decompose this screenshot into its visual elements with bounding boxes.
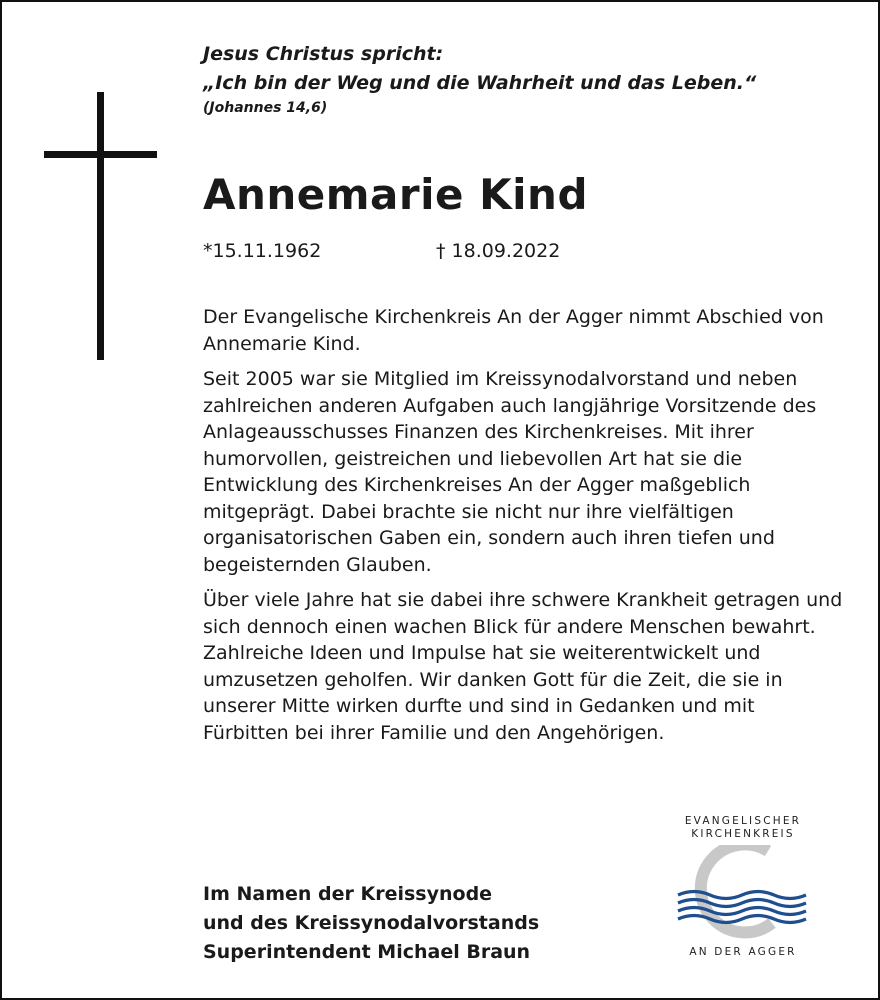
paragraph-1: Der Evangelische Kirchenkreis An der Agger nimmt Abschied von Annemarie Kind. <box>203 306 824 355</box>
logo-emblem-icon <box>672 845 814 945</box>
cross-icon-bar <box>44 151 157 158</box>
logo-title <box>672 815 814 841</box>
logo-line-3: AN DER AGGER <box>689 946 797 958</box>
verse-quote: „Ich bin der Weg und die Wahrheit und das Leben.“ <box>203 72 757 94</box>
signature-line-2: und des Kreissynodalvorstands <box>203 912 540 934</box>
birth-date: *15.11.1962 <box>203 240 322 262</box>
signature-block <box>203 880 539 967</box>
verse-reference: (Johannes 14,6) <box>203 100 328 116</box>
death-date: † 18.09.2022 <box>436 240 561 262</box>
logo-line-1: EVANGELISCHER <box>684 815 802 827</box>
church-district-logo <box>672 815 814 965</box>
signature-line-1: Im Namen der Kreissynode <box>203 883 493 905</box>
signature-line-3: Superintendent Michael Braun <box>203 941 531 963</box>
logo-line-2: KIRCHENKREIS <box>691 828 795 840</box>
paragraph-2: Seit 2005 war sie Mitglied im Kreissynodalvorstand und neben zahlreichen anderen Aufgaben auch langjährige Vorsitzende des Anlageausschusses Finanzen des Kirchenkreises. Mit ihrer humorvollen, geistreichen und liebevollen Art hat sie die Entwicklung des Kirchenkreises An der Agger maßgeblich mitgeprägt. Dabei brachte sie nicht nur ihre vielfältigen organisatorischen Gaben ein, sondern auch ihren tiefen und begeisternden Glauben. <box>203 368 817 576</box>
verse-block <box>203 40 843 118</box>
deceased-name: Annemarie Kind <box>203 170 589 219</box>
verse-intro: Jesus Christus spricht: <box>203 43 444 65</box>
paragraph-3: Über viele Jahre hat sie dabei ihre schwere Krankheit getragen und sich dennoch einen wachen Blick für andere Menschen bewahrt. Zahlreiche Ideen und Impulse hat sie weiterentwickelt und umzusetzen geholfen. Wir danken Gott für die Zeit, die sie in unserer Mitte wirken durfte und sind in Gedanken und mit Fürbitten bei ihrer Familie und den Angehörigen. <box>203 589 843 744</box>
obituary-text <box>203 304 843 755</box>
cross-icon <box>97 92 104 360</box>
